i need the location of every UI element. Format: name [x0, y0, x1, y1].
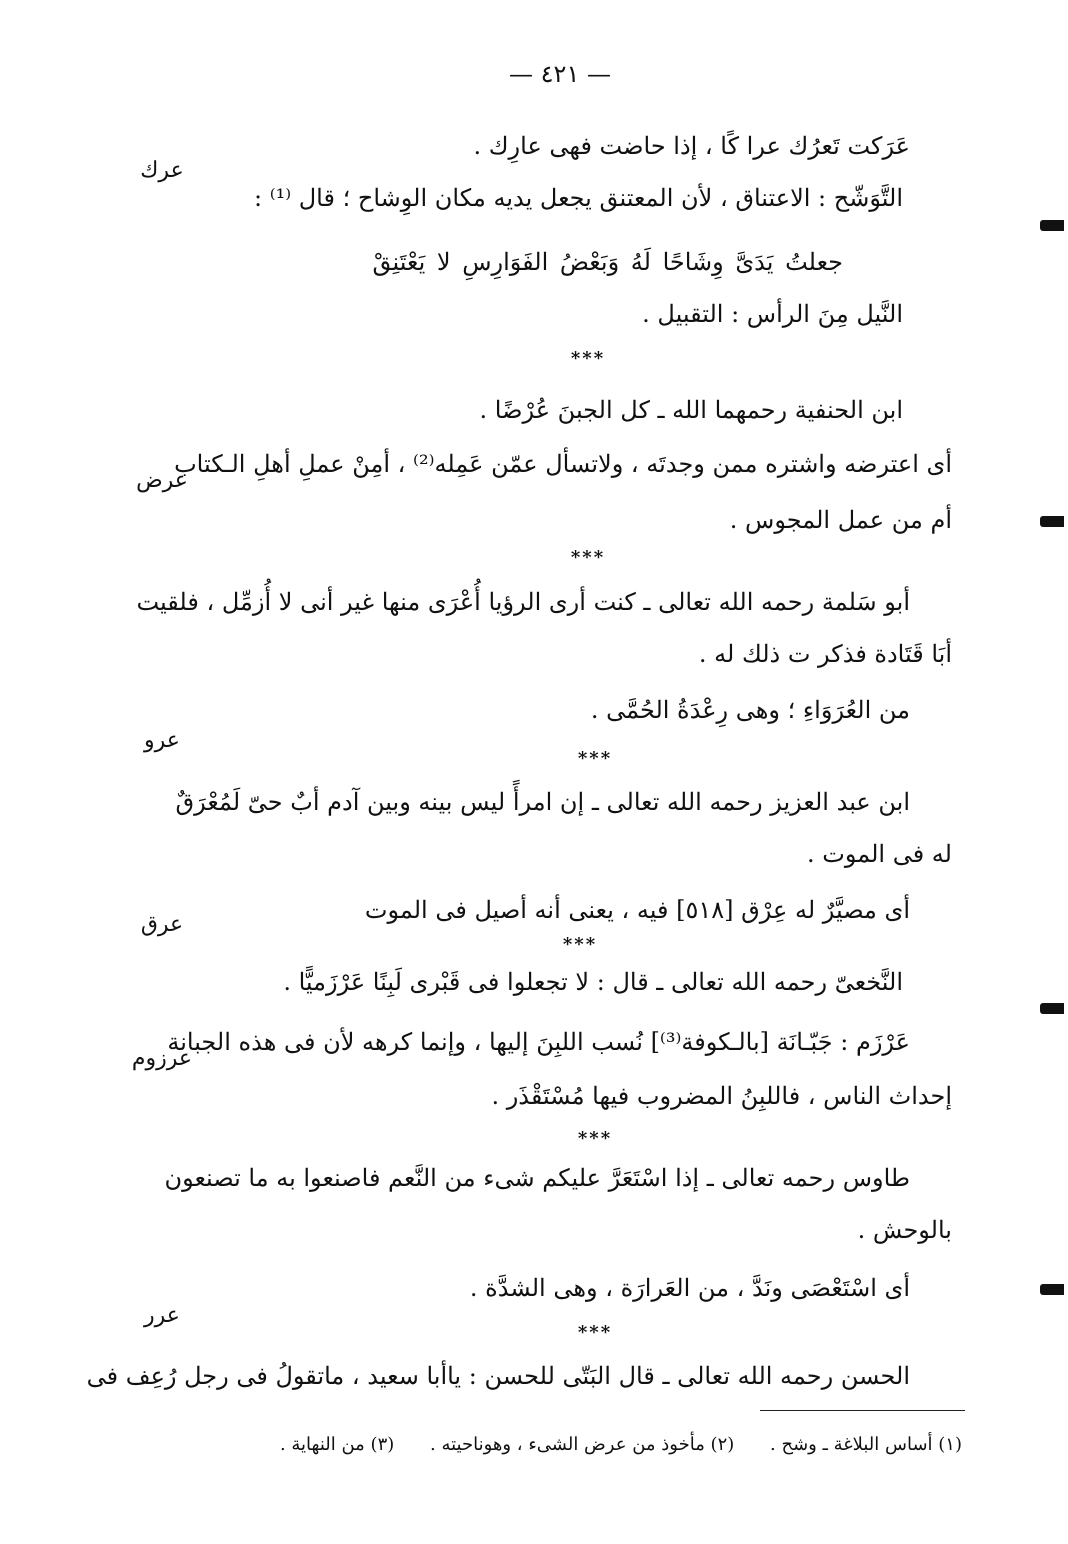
text-line: أبو سَلمة رحمه الله تعالى ـ كنت أرى الرؤيا أُعْرَى منها غير أنى لا أُزمِّل ، فلقيت: [136, 588, 910, 616]
footnote-2: (٢) مأخوذ من عرض الشىء ، وهوناحيته .: [430, 1434, 735, 1455]
text-line: من العُرَوَاءِ ؛ وهى رِعْدَةُ الحُمَّى .: [590, 696, 910, 724]
margin-headword-arak: عرك: [140, 158, 184, 183]
text-line: النَّخعىّ رحمه الله تعالى ـ قال : لا تجعلوا فى قَبْرى لَبِنًا عَرْزَميًّا .: [283, 968, 903, 996]
section-separator: ***: [562, 934, 598, 955]
footnote-1: (١) أساس البلاغة ـ وشح .: [770, 1434, 962, 1455]
thumb-index-mark: [1040, 516, 1064, 527]
margin-headword-arr: عرر: [144, 1303, 180, 1328]
text-line: أبَا قَتَادة فذكر ت ذلك له .: [698, 640, 952, 668]
thumb-index-mark: [1040, 1003, 1064, 1014]
text-line: أم من عمل المجوس .: [729, 506, 952, 534]
section-separator: ***: [577, 748, 613, 769]
text-line: أى اعترضه واشتره ممن وجدتَه ، ولاتسأل عمّن عَمِله⁽²⁾ ، أمِنْ عملِ أهلِ الـكتاب: [174, 450, 952, 478]
text-line: ابن عبد العزيز رحمه الله تعالى ـ إن امرأً ليس بينه وبين آدم أبٌ حىّ لَمُعْرَقٌ: [175, 788, 910, 816]
thumb-index-mark: [1040, 220, 1064, 231]
text-line: إحداث الناس ، فاللبِنُ المضروب فيها مُسْتَقْذَر .: [491, 1082, 952, 1110]
text-line: النَّيل مِنَ الرأس : التقبيل .: [642, 300, 903, 328]
section-separator: ***: [577, 1128, 613, 1149]
text-line: التَّوَشّح : الاعتناق ، لأن المعتنق يجعل يديه مكان الوِشاح ؛ قال ⁽¹⁾ :: [253, 184, 903, 212]
section-separator: ***: [570, 547, 606, 568]
text-line: له فى الموت .: [806, 840, 952, 868]
margin-headword-arw: عرو: [144, 728, 180, 753]
footnotes: [232, 1430, 962, 1460]
text-line: ابن الحنفية رحمهما الله ـ كل الجبنَ عُرْضًا .: [479, 396, 903, 424]
margin-headword-arq: عرق: [140, 912, 184, 937]
margin-headword-arzum: عرزوم: [131, 1046, 193, 1071]
verse-line: جعلتُ يَدَىَّ وِشَاحًا لَهُ وَبَعْضُ الفَوَارِسِ لا يَعْتَنِقْ: [372, 248, 843, 276]
margin-headword-ard: عرض: [136, 468, 188, 493]
footnote-rule: [760, 1410, 965, 1411]
text-line: الحسن رحمه الله تعالى ـ قال البَتّى للحسن : ياأبا سعيد ، ماتقولُ فى رجل رُعِف فى: [86, 1362, 910, 1390]
text-line: أى اسْتَعْصَى ونَدَّ ، من العَرارَة ، وهى الشدَّة .: [469, 1274, 910, 1302]
section-separator: ***: [570, 348, 606, 369]
thumb-index-mark: [1040, 1284, 1064, 1295]
text-line: بالوحش .: [857, 1216, 952, 1244]
text-line: طاوس رحمه تعالى ـ إذا اسْتَعَرَّ عليكم شىء من النَّعم فاصنعوا به ما تصنعون: [164, 1164, 910, 1192]
page-number: — ٤٢١ —: [509, 60, 611, 88]
footnote-3: (٣) من النهاية .: [279, 1434, 395, 1455]
text-line: أى مصيَّرٌ له عِرْق [٥١٨] فيه ، يعنى أنه أصيل فى الموت: [364, 896, 910, 924]
text-line: عَرَكت تَعرُك عرا كًا ، إذا حاضت فهى عارِك .: [473, 132, 910, 160]
section-separator: ***: [577, 1322, 613, 1343]
text-line: عَرْزَم : جَبّـانَة [بالـكوفة⁽³⁾] نُسب اللبِنَ إليها ، وإنما كرهه لأن فى هذه الجبانة: [167, 1028, 910, 1056]
